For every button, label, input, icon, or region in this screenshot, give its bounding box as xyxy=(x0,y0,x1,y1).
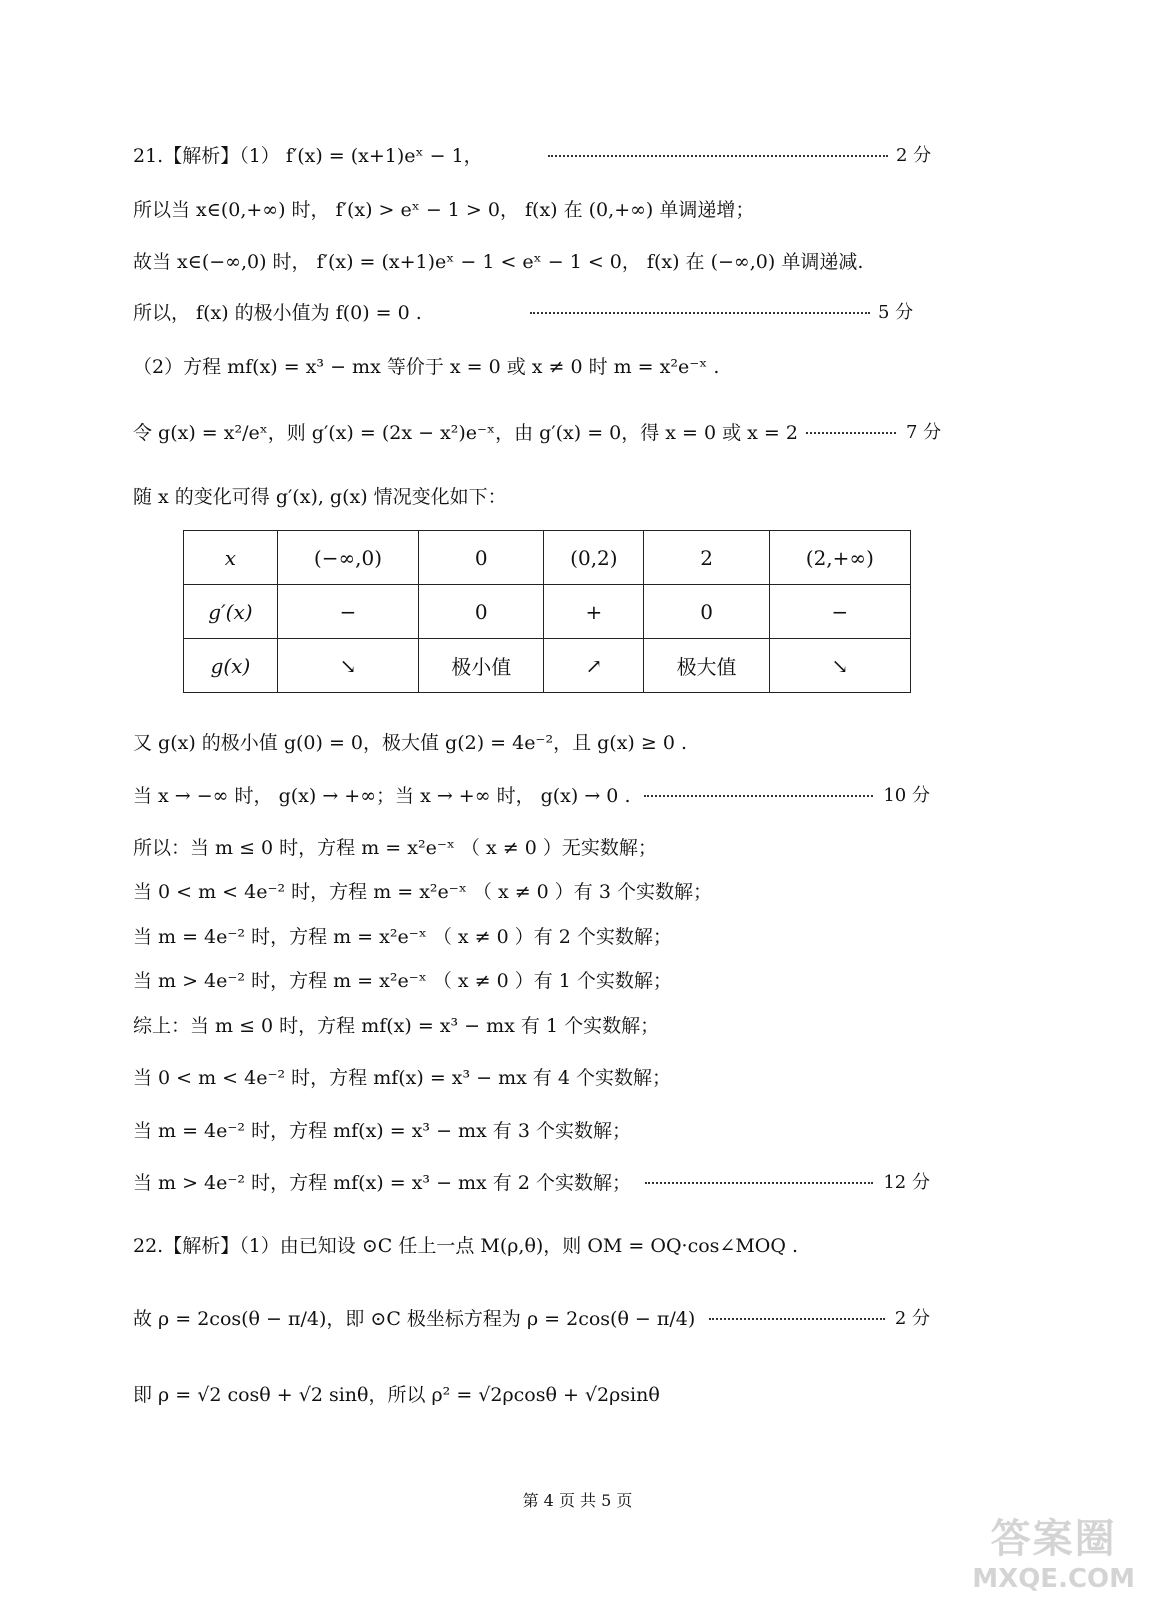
q21-line-15: 当 0 < m < 4e⁻² 时，方程 mf(x) = x³ − mx 有 4 个实数解； xyxy=(133,1067,672,1089)
table-cell: ↘ xyxy=(769,639,910,693)
q21-score-10: 10 分 xyxy=(883,785,930,806)
variation-table xyxy=(183,530,911,693)
q21-score-7: 7 分 xyxy=(905,422,942,443)
q21-line-12: 当 m = 4e⁻² 时，方程 m = x²e⁻ˣ （ x ≠ 0 ）有 2 个实数解； xyxy=(133,926,672,948)
q21-score-2: 2 分 xyxy=(548,142,931,170)
q22-line-2: 故 ρ = 2cos(θ − π/4)，即 ⊙C 极坐标方程为 ρ = 2cos(θ − π/4) 2 分 xyxy=(133,1305,930,1333)
table-cell: 0 xyxy=(644,585,769,639)
q22-score-2: 2 分 xyxy=(894,1308,930,1329)
q21-score-12: 12 分 xyxy=(883,1172,930,1193)
table-cell: 0 xyxy=(419,531,544,585)
q22-line-3: 即 ρ = √2 cosθ + √2 sinθ，所以 ρ² = √2ρcosθ + √2ρsinθ xyxy=(133,1384,660,1406)
table-cell: g′(x) xyxy=(184,585,278,639)
table-cell: 极大值 xyxy=(644,639,769,693)
q21-line-3: 故当 x∈(−∞,0) 时， f′(x) = (x+1)eˣ − 1 < eˣ − 1 < 0， f(x) 在 (−∞,0) 单调递减. xyxy=(133,251,864,273)
table-cell: g(x) xyxy=(184,639,278,693)
watermark-logo: 答案圈 xyxy=(990,1516,1117,1562)
table-cell: (0,2) xyxy=(544,531,644,585)
table-row xyxy=(184,585,911,639)
table-cell: 0 xyxy=(419,585,544,639)
q21-score-5: 5 分 xyxy=(530,299,913,327)
q21-line-16: 当 m = 4e⁻² 时，方程 mf(x) = x³ − mx 有 3 个实数解； xyxy=(133,1120,631,1142)
table-cell: + xyxy=(544,585,644,639)
table-cell: 极小值 xyxy=(419,639,544,693)
q21-line-5: （2）方程 mf(x) = x³ − mx 等价于 x = 0 或 x ≠ 0 时 m = x²e⁻ˣ . xyxy=(133,356,720,378)
q21-line-11: 当 0 < m < 4e⁻² 时，方程 m = x²e⁻ˣ （ x ≠ 0 ）有 3 个实数解； xyxy=(133,881,712,903)
table-cell: ↗ xyxy=(544,639,644,693)
table-cell: 2 xyxy=(644,531,769,585)
q21-line-2: 所以当 x∈(0,+∞) 时， f′(x) > eˣ − 1 > 0， f(x) 在 (0,+∞) 单调递增； xyxy=(133,199,755,221)
q21-line-9: 当 x → −∞ 时， g(x) → +∞；当 x → +∞ 时， g(x) → 0 . 10 分 xyxy=(133,782,930,810)
table-cell: (−∞,0) xyxy=(277,531,418,585)
page-footer: 第 4 页 共 5 页 xyxy=(522,1491,633,1510)
watermark-url: MXQE.COM xyxy=(972,1564,1135,1594)
q21-derivative: 21.【解析】（1） f′(x) = (x+1)eˣ − 1， xyxy=(133,145,483,167)
q21-line-13: 当 m > 4e⁻² 时，方程 m = x²e⁻ˣ （ x ≠ 0 ）有 1 个实数解； xyxy=(133,970,672,992)
q22-line-1: 22.【解析】（1）由已知设 ⊙C 任上一点 M(ρ,θ)，则 OM = OQ·cos∠MOQ . xyxy=(133,1235,799,1257)
q21-line-10: 所以：当 m ≤ 0 时，方程 m = x²e⁻ˣ （ x ≠ 0 ）无实数解； xyxy=(133,837,657,859)
q21-line-8: 又 g(x) 的极小值 g(0) = 0，极大值 g(2) = 4e⁻²，且 g(x) ≥ 0 . xyxy=(133,732,687,754)
table-cell: x xyxy=(184,531,278,585)
table-row xyxy=(184,531,911,585)
table-cell: − xyxy=(277,585,418,639)
table-cell: ↘ xyxy=(277,639,418,693)
q21-line-7: 随 x 的变化可得 g′(x), g(x) 情况变化如下： xyxy=(133,486,507,508)
q21-line-14: 综上：当 m ≤ 0 时，方程 mf(x) = x³ − mx 有 1 个实数解； xyxy=(133,1015,660,1037)
table-cell: − xyxy=(769,585,910,639)
q21-line-6: 令 g(x) = x²/eˣ，则 g′(x) = (2x − x²)e⁻ˣ，由 g′(x) = 0，得 x = 0 或 x = 2 7 分 xyxy=(133,419,930,447)
table-row xyxy=(184,639,911,693)
table-cell: (2,+∞) xyxy=(769,531,910,585)
watermark xyxy=(972,1507,1135,1594)
q21-line-17: 当 m > 4e⁻² 时，方程 mf(x) = x³ − mx 有 2 个实数解； 12 分 xyxy=(133,1169,930,1197)
q21-line-4: 所以， f(x) 的极小值为 f(0) = 0 . xyxy=(133,302,422,324)
